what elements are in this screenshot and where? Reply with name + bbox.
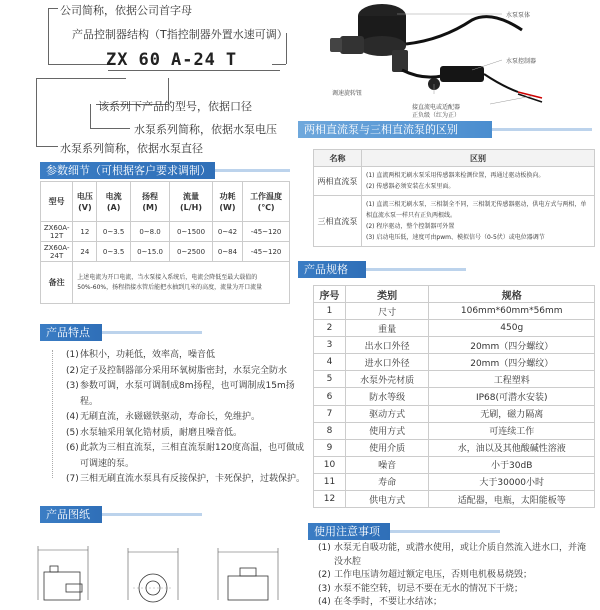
item-num: (4) (318, 597, 331, 607)
cell: 两相直流泵 (314, 167, 362, 196)
cell: -45~120 (243, 222, 290, 242)
desc-line: (1) 直流两相无刷水泵采用传感器来检测位置，再通过驱动板换向。 (366, 172, 545, 179)
item-text: 无刷直流，永磁磁铁驱动，寿命长，免维护。 (80, 412, 261, 422)
table-row (314, 491, 595, 508)
label-knob: 调速旋转钮 (332, 90, 363, 97)
param-header: 工作温度 (℃) (243, 182, 290, 222)
features-section-title: 产品特点 (40, 324, 102, 341)
item-num: (1) (318, 543, 331, 553)
list-item (318, 583, 593, 597)
cell: 三相直流泵 (314, 196, 362, 247)
table-row (314, 303, 595, 320)
features-list (66, 348, 306, 488)
cell: 水泵外壳材质 (345, 371, 429, 388)
cell: 无刷，磁力隔离 (429, 405, 595, 422)
param-header: 电流 (A) (97, 182, 130, 222)
cell: 0~84 (212, 242, 242, 262)
comparison-section-title: 两相直流泵与三相直流泵的区别 (298, 121, 492, 138)
controller-structure-text: 产品控制器结构（T指控制器外置水速可调） (72, 28, 288, 41)
param-header: 流量 (L/H) (170, 182, 213, 222)
spec-table (313, 285, 595, 508)
specs-title-bar (366, 268, 466, 271)
table-row (314, 422, 595, 439)
table-row (41, 262, 290, 304)
table-row (41, 222, 290, 242)
item-num: (3) (318, 583, 331, 594)
cell: 进水口外径 (345, 354, 429, 371)
cell (362, 196, 595, 247)
item-text: 水泵轴采用氧化锆材质，耐磨且噪音低。 (80, 427, 243, 438)
cell: 5 (314, 371, 346, 388)
cell: 0~8.0 (130, 222, 169, 242)
list-item (66, 379, 306, 410)
label-pump-body: 水泵泵体 (506, 12, 531, 19)
cell: 工程塑料 (429, 371, 595, 388)
desc-line: (2) 程序驱动，整个控制器可外置 (366, 223, 455, 230)
comparison-header: 名称 (314, 150, 362, 167)
table-row (314, 473, 595, 490)
usage-title-bar (390, 530, 500, 533)
cell: 驱动方式 (345, 405, 429, 422)
model-code (106, 50, 247, 70)
cell: 重量 (345, 320, 429, 337)
cell: 20mm（四分螺纹） (429, 354, 595, 371)
product-drawing (28, 528, 288, 600)
cell: 106mm*60mm*56mm (429, 303, 595, 320)
cell: 防水等级 (345, 388, 429, 405)
cell: 12 (314, 491, 346, 508)
label-polarity: 正负级（红为正） (412, 112, 461, 119)
note-text: 上述电流为开口电流，当水泵接入系统后，电流会降低至最大载值的50%-60%，扬程指接水管后能把水抽到几米的高度，流量为开口流量 (73, 262, 290, 304)
cell: 水，油以及其他酸碱性溶液 (429, 439, 595, 456)
table-row (314, 388, 595, 405)
note-label: 备注 (41, 262, 73, 304)
cell: 噪音 (345, 456, 429, 473)
item-text: 此款为三相直流泵，三相直流泵耐120度高温，也可做成可调速的泵。 (80, 443, 305, 469)
item-text: 三相无刷直流水泵具有反接保护，卡死保护，过载保护。 (80, 474, 306, 484)
cell: 9 (314, 439, 346, 456)
cell: 供电方式 (345, 491, 429, 508)
table-row (314, 371, 595, 388)
cell: 0~3.5 (97, 222, 130, 242)
spec-header: 序号 (314, 286, 346, 303)
usage-list (318, 542, 593, 610)
cell: 0~42 (212, 222, 242, 242)
item-num: (7) (66, 474, 79, 484)
cell: 3 (314, 337, 346, 354)
cell: 可连续工作 (429, 422, 595, 439)
item-num: (1) (66, 350, 79, 360)
table-row (314, 456, 595, 473)
list-item (66, 441, 306, 472)
item-num: (6) (66, 443, 79, 453)
label-controller: 水泵控制器 (506, 58, 537, 65)
item-text: 参数可调，水泵可调制成8m扬程，也可调制成15m扬程。 (80, 381, 295, 407)
list-item (66, 472, 306, 488)
series-model-text: 该系列下产品的型号，依据口径 (98, 100, 252, 113)
cell: 6 (314, 388, 346, 405)
cell: 小于30dB (429, 456, 595, 473)
table-row (314, 320, 595, 337)
cell: ZX60A-12T (41, 222, 73, 242)
item-num: (2) (318, 570, 331, 580)
cell: 4 (314, 354, 346, 371)
param-header: 扬程 (M) (130, 182, 169, 222)
comparison-title-bar (492, 128, 592, 131)
table-row (314, 196, 595, 247)
comparison-table (313, 149, 595, 247)
param-table (40, 181, 290, 304)
cell (362, 167, 595, 196)
item-num: (5) (66, 427, 79, 438)
code-diameter: 60 (138, 50, 161, 70)
cell: 10 (314, 456, 346, 473)
drawing-section-title: 产品图纸 (40, 506, 102, 523)
table-row (314, 439, 595, 456)
cell: -45~120 (243, 242, 290, 262)
cell: 7 (314, 405, 346, 422)
cell: 0~15.0 (130, 242, 169, 262)
table-row (314, 354, 595, 371)
table-row (314, 337, 595, 354)
table-row (314, 167, 595, 196)
cell: 8 (314, 422, 346, 439)
cell: 0~2500 (170, 242, 213, 262)
desc-line: (1) 直流三相无刷水泵，三相制全不同，三相制无传感器驱动，供电方式与两相，单相直流水泵一样只有正负两根线。 (366, 201, 587, 219)
company-abbr-text: 公司简称，依据公司首字母 (60, 4, 192, 17)
list-item (66, 348, 306, 364)
features-title-bar (102, 331, 202, 334)
param-section-title: 参数细节（可根据客户要求调制） (40, 162, 215, 179)
item-num: (2) (66, 365, 79, 376)
item-num: (4) (66, 412, 79, 422)
cell: IP68(可潜水安装) (429, 388, 595, 405)
list-item (318, 569, 593, 583)
param-title-bar (215, 169, 290, 172)
table-row (41, 242, 290, 262)
cell: 适配器，电瓶，太阳能板等 (429, 491, 595, 508)
item-text: 水泵无自吸功能，或潜水使用，或让介质自然流入进水口，并淹没水腔 (334, 543, 587, 567)
spec-header: 规格 (429, 286, 595, 303)
item-text: 体积小，功耗低，效率高，噪音低 (80, 350, 216, 360)
label-wiring: 接直流电或适配器 (412, 104, 461, 111)
cell: 24 (73, 242, 97, 262)
comparison-header: 区别 (362, 150, 595, 167)
cell: 出水口外径 (345, 337, 429, 354)
cell: 使用介质 (345, 439, 429, 456)
cell: 0~3.5 (97, 242, 130, 262)
table-row (314, 405, 595, 422)
voltage-text: 水泵系列简称，依据水泵电压 (134, 123, 277, 136)
desc-line: (3) 启动电压低，速度可由pwm、模拟信号（0-5伏）或电位器调节 (366, 234, 545, 241)
spec-header: 类别 (345, 286, 429, 303)
cell: 大于30000小时 (429, 473, 595, 490)
code-voltage: A-24 (170, 50, 216, 70)
item-text: 水泵不能空转，切忌不要在无水的情况下干烧； (334, 583, 524, 594)
cell: 450g (429, 320, 595, 337)
param-header: 功耗 (W) (212, 182, 242, 222)
list-item (66, 410, 306, 426)
param-header: 型号 (41, 182, 73, 222)
item-text: 工作电压请勿超过额定电压，否则电机极易烧毁； (334, 570, 533, 580)
list-item (66, 426, 306, 442)
cell: 11 (314, 473, 346, 490)
drawing-image (28, 528, 288, 600)
cell: 使用方式 (345, 422, 429, 439)
features-guide-line (52, 350, 53, 478)
item-text: 在冬季时，不要让水结冰； (334, 597, 443, 607)
list-item (66, 364, 306, 380)
cell: 20mm（四分螺纹） (429, 337, 595, 354)
pump-image (322, 0, 600, 120)
cell: 1 (314, 303, 346, 320)
cell: 寿命 (345, 473, 429, 490)
code-controller: T (225, 50, 238, 70)
list-item (318, 542, 593, 569)
cell: 2 (314, 320, 346, 337)
item-text: 定子及控制器部分采用环氧树脂密封，水泵完全防水 (80, 365, 288, 376)
drawing-title-bar (102, 513, 202, 516)
code-prefix: ZX (106, 50, 129, 70)
desc-line: (2) 传感器必须安装在水泵里面。 (366, 183, 455, 190)
param-header: 电压 (V) (73, 182, 97, 222)
cell: 0~1500 (170, 222, 213, 242)
cell: 12 (73, 222, 97, 242)
list-item (318, 596, 593, 610)
item-num: (3) (66, 381, 79, 391)
pump-photo (322, 0, 600, 120)
usage-section-title: 使用注意事项 (308, 523, 390, 540)
cell: 尺寸 (345, 303, 429, 320)
cell: ZX60A-24T (41, 242, 73, 262)
specs-section-title: 产品规格 (298, 261, 366, 278)
diameter-text: 水泵系列简称，依据水泵直径 (60, 142, 203, 155)
